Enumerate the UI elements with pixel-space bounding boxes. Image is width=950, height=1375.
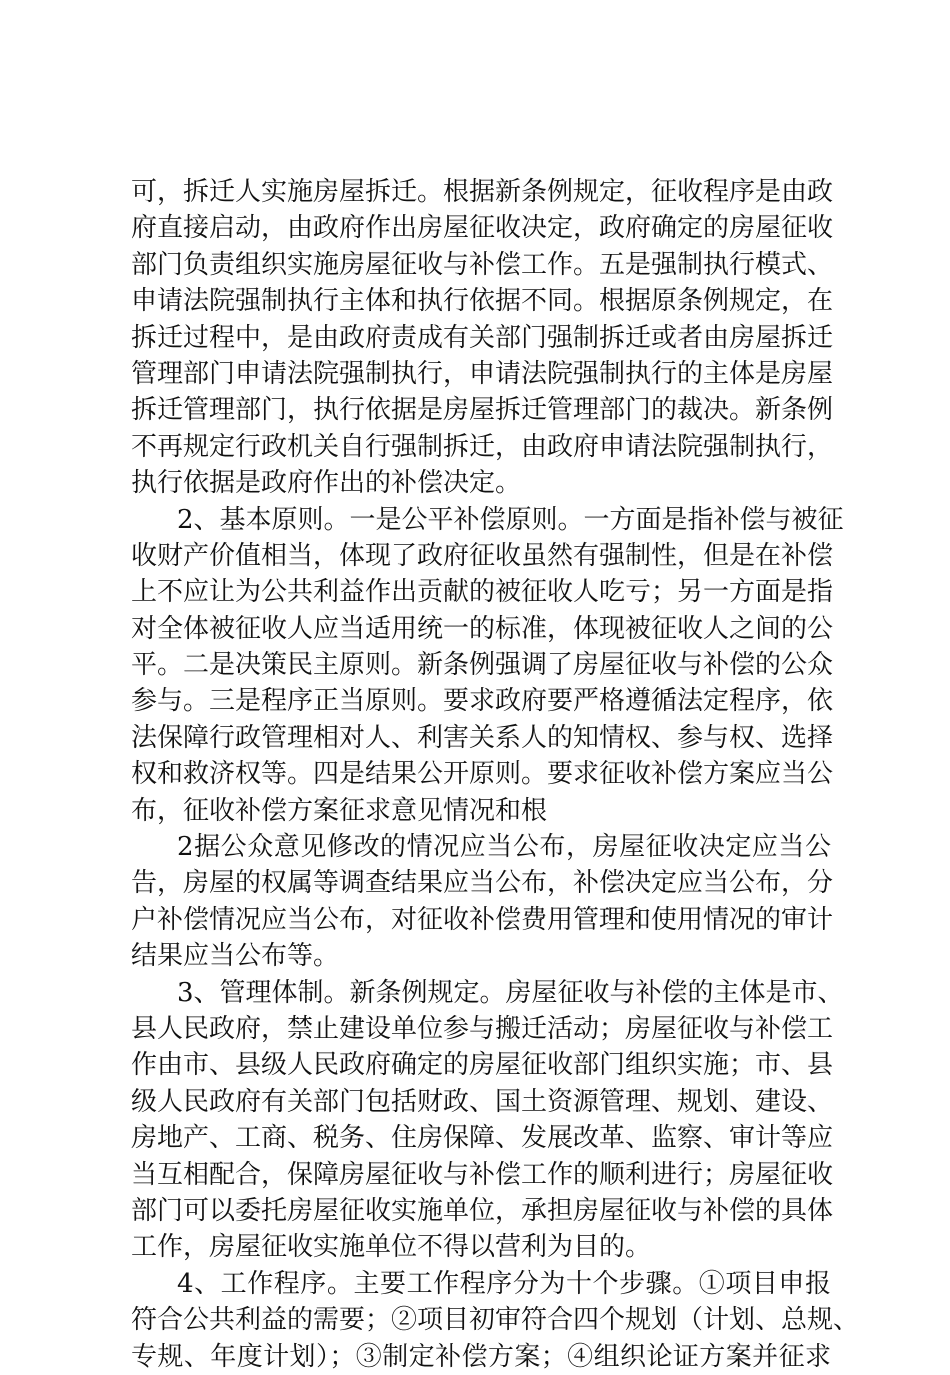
text-line: 权和救济权等。四是结果公开原则。要求征收补偿方案应当公 [131, 759, 834, 790]
text-line: 管理部门申请法院强制执行，申请法院强制执行的主体是房屋 [131, 358, 834, 389]
text-line: 部门负责组织实施房屋征收与补偿工作。五是强制执行模式、 [131, 249, 834, 280]
text-line: 户补偿情况应当公布，对征收补偿费用管理和使用情况的审计 [131, 904, 834, 935]
text-line: 专规、年度计划）；③制定补偿方案；④组织论证方案并征求 [131, 1341, 831, 1372]
text-line: 房地产、工商、税务、住房保障、发展改革、监察、审计等应 [131, 1123, 834, 1154]
text-line: 符合公共利益的需要；②项目初审符合四个规划（计划、总规、 [131, 1305, 860, 1336]
text-line: 可，拆迁人实施房屋拆迁。根据新条例规定，征收程序是由政 [131, 177, 834, 207]
text-line: 县人民政府，禁止建设单位参与搬迁活动；房屋征收与补偿工 [131, 1013, 834, 1044]
text-line: 不再规定行政机关自行强制拆迁，由政府申请法院强制执行， [131, 431, 834, 462]
text-line: 上不应让为公共利益作出贡献的被征收人吃亏；另一方面是指 [131, 577, 834, 608]
text-line: 结果应当公布等。 [131, 941, 340, 972]
text-line: 拆迁过程中，是由政府责成有关部门强制拆迁或者由房屋拆迁 [131, 322, 834, 353]
text-line: 对全体被征收人应当适用统一的标准，体现被征收人之间的公 [131, 613, 834, 644]
text-line: 平。二是决策民主原则。新条例强调了房屋征收与补偿的公众 [131, 650, 834, 681]
text-line: 布，征收补偿方案征求意见情况和根 [131, 795, 548, 826]
body-text [131, 174, 860, 1375]
paragraph-start-line: 2据公众意见修改的情况应当公布，房屋征收决定应当公 [177, 832, 831, 863]
text-line: 执行依据是政府作出的补偿决定。 [131, 468, 522, 499]
text-line: 府直接启动，由政府作出房屋征收决定，政府确定的房屋征收 [131, 213, 834, 244]
text-line: 收财产价值相当，体现了政府征收虽然有强制性，但是在补偿 [131, 540, 834, 571]
text-line: 当互相配合，保障房屋征收与补偿工作的顺利进行；房屋征收 [131, 1159, 834, 1190]
paragraph-start-line: 2、基本原则。一是公平补偿原则。一方面是指补偿与被征 [177, 504, 844, 535]
text-line: 告，房屋的权属等调查结果应当公布，补偿决定应当公布，分 [131, 868, 834, 899]
text-line: 级人民政府有关部门包括财政、国土资源管理、规划、建设、 [131, 1086, 834, 1117]
paragraph-start-line: 4、工作程序。主要工作程序分为十个步骤。①项目申报 [177, 1268, 831, 1299]
text-line: 工作，房屋征收实施单位不得以营利为目的。 [131, 1232, 652, 1263]
text-line: 申请法院强制执行主体和执行依据不同。根据原条例规定，在 [131, 286, 834, 317]
text-line: 部门可以委托房屋征收实施单位，承担房屋征收与补偿的具体 [131, 1195, 834, 1226]
text-line: 法保障行政管理相对人、利害关系人的知情权、参与权、选择 [131, 722, 834, 753]
paragraph-start-line: 3、管理体制。新条例规定。房屋征收与补偿的主体是市、 [177, 977, 844, 1008]
text-line: 拆迁管理部门，执行依据是房屋拆迁管理部门的裁决。新条例 [131, 395, 834, 426]
text-line: 作由市、县级人民政府确定的房屋征收部门组织实施；市、县 [131, 1050, 834, 1081]
text-line: 参与。三是程序正当原则。要求政府要严格遵循法定程序，依 [131, 686, 834, 717]
